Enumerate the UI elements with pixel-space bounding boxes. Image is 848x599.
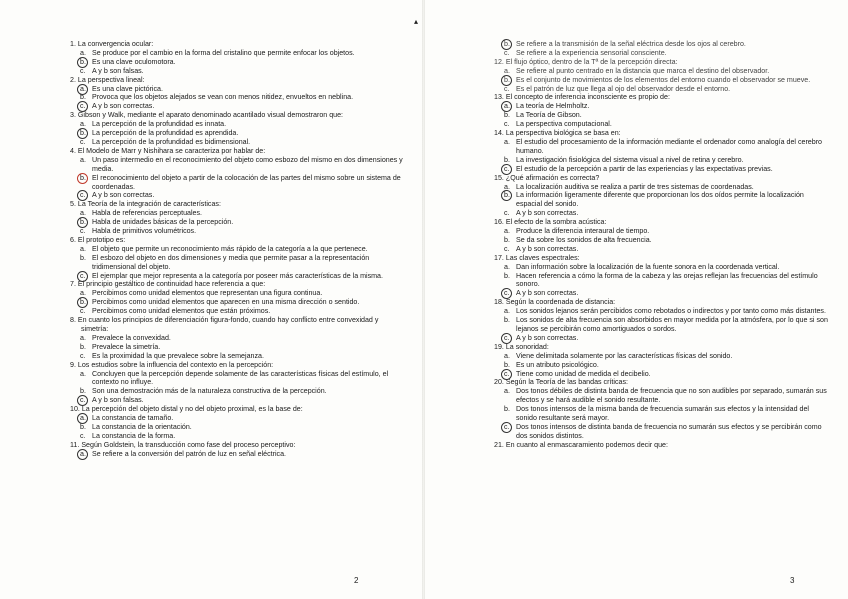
option-text: Hacen referencia a cómo la forma de la cabeza y las orejas reflejan las frecuencias del estímulo sonoro. bbox=[516, 271, 818, 289]
question-number: 19. bbox=[494, 342, 504, 351]
option-text: Es una clave oculomotora. bbox=[92, 57, 176, 66]
question-stem: El principio gestáltico de continuidad hace referencia a que: bbox=[77, 280, 266, 289]
option-letter: b. bbox=[504, 76, 514, 85]
option-letter: c. bbox=[80, 272, 90, 281]
question-item bbox=[70, 200, 406, 236]
option-letter: c. bbox=[80, 307, 86, 316]
question-stem: En cuanto los principios de diferenciación figura-fondo, cuando hay conflicto entre convexidad y simetría: bbox=[77, 316, 379, 333]
option-text: A y b son correctas. bbox=[92, 191, 155, 200]
answer-option bbox=[494, 334, 828, 343]
question-number: 9. bbox=[70, 360, 76, 369]
answer-option bbox=[494, 245, 828, 254]
answer-option bbox=[494, 289, 828, 298]
option-text: A y b son correctas. bbox=[516, 244, 579, 253]
option-letter: c. bbox=[80, 66, 86, 75]
answer-option bbox=[494, 272, 828, 290]
option-letter: b. bbox=[80, 253, 86, 262]
answer-option bbox=[494, 165, 828, 174]
question-number: 14. bbox=[494, 129, 504, 138]
option-text: La perspectiva computacional. bbox=[516, 120, 612, 129]
option-text: El objeto que permite un reconocimiento más rápido de la categoría a la que pertenece. bbox=[92, 244, 368, 253]
answer-option bbox=[494, 352, 828, 361]
question-text bbox=[70, 200, 406, 209]
option-text: La localización auditiva se realiza a partir de tres sistemas de coordenadas. bbox=[516, 182, 754, 191]
option-letter: a. bbox=[80, 120, 86, 129]
option-letter: b. bbox=[504, 316, 510, 325]
question-item bbox=[70, 40, 406, 76]
question-text bbox=[494, 58, 828, 67]
answer-option bbox=[70, 209, 406, 218]
option-letter: a. bbox=[80, 369, 86, 378]
option-letter: a. bbox=[504, 262, 510, 271]
question-stem: La perspectiva lineal: bbox=[77, 75, 145, 84]
answer-option bbox=[70, 343, 406, 352]
question-text bbox=[494, 343, 828, 352]
option-text: A y b son falsas. bbox=[92, 396, 144, 405]
option-text: Produce la diferencia interaural de tiempo. bbox=[516, 227, 650, 236]
question-text bbox=[494, 93, 828, 102]
option-letter: b. bbox=[504, 40, 514, 49]
option-letter: a. bbox=[504, 66, 510, 75]
option-letter: a. bbox=[80, 333, 86, 342]
option-letter: b. bbox=[504, 405, 510, 414]
option-text: Dan información sobre la localización de la fuente sonora en la coordenada vertical. bbox=[516, 262, 780, 271]
option-letter: c. bbox=[504, 120, 510, 129]
answer-option bbox=[494, 370, 828, 379]
right-page bbox=[424, 0, 848, 599]
option-text: Tiene como unidad de medida el decibelio. bbox=[516, 369, 651, 378]
option-text: Habla de primitivos volumétricos. bbox=[92, 227, 197, 236]
answer-option bbox=[494, 138, 828, 156]
question-number: 21. bbox=[494, 440, 504, 449]
option-text: La percepción de la profundidad es aprendida. bbox=[92, 129, 239, 138]
option-text: Viene delimitada solamente por las características físicas del sonido. bbox=[516, 351, 733, 360]
question-item bbox=[494, 93, 828, 129]
option-letter: c. bbox=[80, 431, 86, 440]
option-text: El ejemplar que mejor representa a la categoría por poseer más características de la misma. bbox=[92, 271, 383, 280]
option-text: Se refiere al punto centrado en la distancia que marca el destino del observador. bbox=[516, 66, 770, 75]
question-item bbox=[494, 129, 828, 174]
answer-option bbox=[494, 307, 828, 316]
option-letter: c. bbox=[80, 191, 90, 200]
option-letter: a. bbox=[80, 450, 90, 459]
option-letter: b. bbox=[80, 387, 86, 396]
answer-option bbox=[70, 307, 406, 316]
option-letter: a. bbox=[504, 307, 510, 316]
answer-option bbox=[70, 289, 406, 298]
option-text: La investigación fisiológica del sistema visual a nivel de retina y cerebro. bbox=[516, 155, 744, 164]
question-item bbox=[70, 441, 406, 459]
answer-option bbox=[494, 423, 828, 441]
answer-option bbox=[494, 120, 828, 129]
option-letter: c. bbox=[80, 351, 86, 360]
option-letter: c. bbox=[80, 227, 86, 236]
answer-option bbox=[70, 245, 406, 254]
question-number: 11. bbox=[70, 440, 80, 449]
option-text: La percepción de la profundidad es bidimensional. bbox=[92, 137, 251, 146]
answer-option bbox=[70, 370, 406, 388]
answer-option bbox=[494, 40, 828, 49]
question-stem: Según la Teoría de las bandas críticas: bbox=[505, 378, 628, 387]
answer-option bbox=[494, 263, 828, 272]
question-stem: Según la coordenada de distancia: bbox=[505, 298, 616, 307]
option-text: Se da sobre los sonidos de alta frecuencia. bbox=[516, 235, 652, 244]
option-text: A y b son correctas. bbox=[516, 333, 579, 342]
question-text bbox=[70, 40, 406, 49]
question-stem: El concepto de inferencia inconsciente es propio de: bbox=[505, 93, 670, 102]
option-text: Se refiere a la conversión del patrón de luz en señal eléctrica. bbox=[92, 449, 287, 458]
question-stem: Gibson y Walk, mediante el aparato denominado acantilado visual demostraron que: bbox=[77, 111, 344, 120]
option-letter: a. bbox=[504, 387, 510, 396]
option-text: Percibimos como unidad elementos que están próximos. bbox=[92, 307, 271, 316]
question-text bbox=[70, 316, 406, 334]
option-text: Se produce por el cambio en la forma del cristalino que permite enfocar los objetos. bbox=[92, 48, 355, 57]
answer-option bbox=[70, 93, 406, 102]
option-text: Dos tonos débiles de distinta banda de frecuencia que no son audibles por separado, sumarán sus efectos y se hará audible el sonido resultante. bbox=[516, 387, 827, 405]
question-stem: El Modelo de Marr y Nishihara se caracteriza por hablar de: bbox=[77, 146, 266, 155]
answer-option bbox=[70, 120, 406, 129]
answer-option bbox=[494, 156, 828, 165]
option-text: Son una demostración más de la naturaleza constructiva de la percepción. bbox=[92, 387, 327, 396]
question-item bbox=[70, 405, 406, 441]
option-letter: b. bbox=[80, 174, 90, 183]
answer-option bbox=[70, 227, 406, 236]
option-letter: a. bbox=[80, 289, 86, 298]
option-text: El esbozo del objeto en dos dimensiones y media que permite pasar a la representación tridimensional del objeto. bbox=[92, 253, 370, 271]
question-text bbox=[70, 405, 406, 414]
question-text bbox=[70, 441, 406, 450]
option-text: El estudio del procesamiento de la información mediante el ordenador como analogía del cerebro humano. bbox=[516, 137, 823, 155]
answer-option bbox=[70, 334, 406, 343]
answer-option bbox=[494, 183, 828, 192]
question-list bbox=[70, 40, 406, 459]
question-number: 13. bbox=[494, 93, 504, 102]
question-stem: La sonoridad: bbox=[505, 342, 549, 351]
question-stem: Los estudios sobre la influencia del contexto en la percepción: bbox=[77, 360, 274, 369]
option-text: Se refiere a la transmisión de la señal eléctrica desde los ojos al cerebro. bbox=[516, 40, 746, 48]
question-item bbox=[70, 361, 406, 406]
answer-option bbox=[70, 85, 406, 94]
question-text bbox=[494, 174, 828, 183]
option-text: La constancia de tamaño. bbox=[92, 414, 174, 423]
option-letter: c. bbox=[80, 137, 86, 146]
option-text: A y b son correctas. bbox=[516, 209, 579, 218]
question-text bbox=[70, 147, 406, 156]
answer-option bbox=[70, 129, 406, 138]
option-text: La información ligeramente diferente que proporcionan los dos oídos permite la localización espacial del sonido. bbox=[516, 191, 804, 209]
answer-option bbox=[70, 138, 406, 147]
option-letter: a. bbox=[80, 244, 86, 253]
option-letter: b. bbox=[80, 58, 90, 67]
answer-option bbox=[70, 432, 406, 441]
option-letter: a. bbox=[80, 209, 86, 218]
option-text: Se refiere a la experiencia sensorial consciente. bbox=[516, 48, 667, 57]
option-text: Es la proximidad la que prevalece sobre la semejanza. bbox=[92, 351, 264, 360]
question-text bbox=[494, 298, 828, 307]
question-stem: Según Goldstein, la transducción como fase del proceso perceptivo: bbox=[81, 440, 296, 449]
question-text bbox=[494, 129, 828, 138]
option-text: A y b son falsas. bbox=[92, 66, 144, 75]
question-number: 16. bbox=[494, 218, 504, 227]
question-number: 2. bbox=[70, 75, 76, 84]
option-letter: c. bbox=[504, 334, 514, 343]
option-letter: c. bbox=[504, 84, 510, 93]
answer-option bbox=[70, 58, 406, 67]
option-text: El reconocimiento del objeto a partir de la colocación de las partes del mismo sobre un sistema de coordenadas. bbox=[92, 173, 401, 191]
option-letter: b. bbox=[504, 271, 510, 280]
option-letter: a. bbox=[80, 48, 86, 57]
question-stem: El prototipo es: bbox=[77, 235, 126, 244]
answer-option bbox=[494, 49, 828, 58]
question-item bbox=[70, 236, 406, 281]
option-text: A y b son correctas. bbox=[92, 102, 155, 111]
option-letter: c. bbox=[504, 48, 510, 57]
answer-option bbox=[70, 191, 406, 200]
question-item bbox=[70, 111, 406, 147]
option-text: Habla de unidades básicas de la percepción. bbox=[92, 218, 234, 227]
answer-option bbox=[70, 254, 406, 272]
question-stem: El flujo óptico, dentro de la Tª de la percepción directa: bbox=[505, 57, 678, 66]
question-item bbox=[70, 280, 406, 316]
option-text: Los sonidos lejanos serán percibidos como rebotados o indirectos y por tanto como más distantes. bbox=[516, 307, 826, 316]
option-text: Un paso intermedio en el reconocimiento del objeto como esbozo del mismo en dos dimensiones y media. bbox=[92, 155, 403, 173]
question-number: 15. bbox=[494, 173, 504, 182]
option-letter: b. bbox=[504, 191, 514, 200]
option-text: Es una clave pictórica. bbox=[92, 84, 163, 93]
question-item bbox=[494, 441, 828, 450]
question-text bbox=[494, 254, 828, 263]
option-letter: b. bbox=[80, 298, 90, 307]
question-stem: La convergencia ocular: bbox=[77, 40, 154, 48]
option-letter: b. bbox=[80, 342, 86, 351]
question-number: 18. bbox=[494, 298, 504, 307]
answer-option bbox=[70, 352, 406, 361]
question-stem: En cuanto al enmascaramiento podemos decir que: bbox=[505, 440, 668, 449]
answer-option bbox=[70, 272, 406, 281]
question-number: 7. bbox=[70, 280, 76, 289]
option-text: Habla de referencias perceptuales. bbox=[92, 209, 203, 218]
question-item bbox=[494, 298, 828, 343]
question-text bbox=[70, 111, 406, 120]
option-text: A y b son correctas. bbox=[516, 289, 579, 298]
answer-option bbox=[70, 102, 406, 111]
option-text: La teoría de Helmholtz. bbox=[516, 102, 590, 111]
page-number: 2 bbox=[354, 576, 359, 585]
question-number: 4. bbox=[70, 146, 76, 155]
answer-option bbox=[494, 387, 828, 405]
answer-option bbox=[70, 174, 406, 192]
option-text: El estudio de la percepción a partir de las experiencias y las expectativas previas. bbox=[516, 164, 773, 173]
answer-option bbox=[70, 414, 406, 423]
option-text: Prevalece la simetría. bbox=[92, 342, 161, 351]
answer-option bbox=[70, 67, 406, 76]
option-text: Dos tonos intensos de distinta banda de frecuencia no sumarán sus efectos y se percibirán como dos sonidos distintos. bbox=[516, 422, 822, 440]
option-letter: a. bbox=[504, 137, 510, 146]
answer-option bbox=[494, 361, 828, 370]
question-item bbox=[494, 40, 828, 58]
option-text: La constancia de la orientación. bbox=[92, 422, 192, 431]
question-number: 6. bbox=[70, 235, 76, 244]
question-item bbox=[494, 218, 828, 254]
question-text bbox=[70, 361, 406, 370]
question-stem: La perspectiva biológica se basa en: bbox=[505, 129, 621, 138]
option-letter: b. bbox=[80, 93, 86, 102]
option-letter: c. bbox=[504, 289, 514, 298]
question-number: 8. bbox=[70, 316, 76, 325]
question-text bbox=[494, 218, 828, 227]
option-text: Percibimos como unidad elementos que aparecen en una misma dirección o sentido. bbox=[92, 298, 360, 307]
option-letter: c. bbox=[504, 370, 514, 379]
answer-option bbox=[494, 111, 828, 120]
question-number: 1. bbox=[70, 40, 76, 48]
answer-option bbox=[70, 387, 406, 396]
option-letter: c. bbox=[504, 423, 514, 432]
question-item bbox=[70, 76, 406, 112]
option-text: Dos tonos intensos de la misma banda de frecuencia sumarán sus efectos y la intensidad del sonido resultante será mayor. bbox=[516, 405, 809, 423]
question-text bbox=[70, 280, 406, 289]
option-letter: c. bbox=[504, 165, 514, 174]
answer-option bbox=[494, 209, 828, 218]
option-letter: a. bbox=[80, 85, 90, 94]
option-letter: a. bbox=[80, 414, 90, 423]
option-letter: a. bbox=[80, 155, 86, 164]
option-text: Es un atributo psicológico. bbox=[516, 360, 599, 369]
question-number: 5. bbox=[70, 200, 76, 209]
question-item bbox=[494, 58, 828, 94]
option-letter: b. bbox=[80, 422, 86, 431]
question-stem: ¿Qué afirmación es correcta? bbox=[505, 173, 600, 182]
question-item bbox=[494, 378, 828, 440]
option-letter: b. bbox=[504, 235, 510, 244]
option-text: La percepción de la profundidad es innata. bbox=[92, 120, 227, 129]
answer-option bbox=[70, 49, 406, 58]
option-letter: a. bbox=[504, 182, 510, 191]
question-text bbox=[494, 378, 828, 387]
answer-option bbox=[494, 227, 828, 236]
answer-option bbox=[70, 423, 406, 432]
option-letter: c. bbox=[80, 102, 90, 111]
option-letter: a. bbox=[504, 102, 514, 111]
question-text bbox=[70, 76, 406, 85]
answer-option bbox=[70, 298, 406, 307]
option-text: Los sonidos de alta frecuencia son absorbidos en mayor medida por la atmósfera, por lo que si son lejanos se percibirán como amortiguados o sordos. bbox=[516, 316, 828, 333]
question-item bbox=[70, 316, 406, 361]
option-text: Prevalece la convexidad. bbox=[92, 333, 171, 342]
question-number: 12. bbox=[494, 57, 504, 66]
option-letter: b. bbox=[80, 129, 90, 138]
option-letter: c. bbox=[504, 209, 510, 218]
answer-option bbox=[494, 85, 828, 94]
question-stem: El efecto de la sombra acústica: bbox=[505, 218, 607, 227]
answer-option bbox=[494, 316, 828, 334]
question-number: 17. bbox=[494, 253, 504, 262]
option-letter: a. bbox=[504, 227, 510, 236]
option-letter: b. bbox=[80, 218, 90, 227]
answer-option bbox=[494, 102, 828, 111]
question-stem: La Teoría de la integración de características: bbox=[77, 200, 221, 209]
page-number: 3 bbox=[790, 576, 795, 585]
answer-option bbox=[494, 405, 828, 423]
answer-option bbox=[494, 191, 828, 209]
answer-option bbox=[70, 450, 406, 459]
option-letter: c. bbox=[504, 244, 510, 253]
answer-option bbox=[494, 76, 828, 85]
answer-option bbox=[70, 396, 406, 405]
answer-option bbox=[494, 67, 828, 76]
answer-option bbox=[70, 156, 406, 174]
option-letter: b. bbox=[504, 155, 510, 164]
option-letter: b. bbox=[504, 111, 510, 120]
question-number: 10. bbox=[70, 405, 80, 414]
question-number: 20. bbox=[494, 378, 504, 387]
stray-mark: ▴ bbox=[414, 17, 419, 26]
option-text: Es el conjunto de movimientos de los elementos del entorno cuando el observador se mueve. bbox=[516, 75, 811, 84]
option-text: Es el patrón de luz que llega al ojo del observador desde el entorno. bbox=[516, 84, 731, 93]
question-text bbox=[494, 441, 828, 450]
option-text: La constancia de la forma. bbox=[92, 431, 176, 440]
option-letter: a. bbox=[504, 351, 510, 360]
question-item bbox=[494, 343, 828, 379]
option-letter: c. bbox=[80, 396, 90, 405]
question-item bbox=[494, 174, 828, 219]
question-number: 3. bbox=[70, 111, 76, 120]
question-item bbox=[494, 254, 828, 299]
option-letter: b. bbox=[504, 360, 510, 369]
option-text: Concluyen que la percepción depende solamente de las características físicas del estímulo, el contexto no influye. bbox=[92, 369, 389, 387]
answer-option bbox=[70, 218, 406, 227]
option-text: Percibimos como unidad elementos que representan una figura continua. bbox=[92, 289, 323, 298]
question-list bbox=[494, 40, 828, 450]
option-text: Provoca que los objetos alejados se vean con menos nitidez, envueltos en neblina. bbox=[92, 93, 354, 102]
option-text: La Teoría de Gibson. bbox=[516, 111, 582, 120]
question-text bbox=[70, 236, 406, 245]
answer-option bbox=[494, 236, 828, 245]
question-stem: Las claves espectrales: bbox=[505, 253, 580, 262]
question-item bbox=[70, 147, 406, 200]
question-stem: La percepción del objeto distal y no del objeto proximal, es la base de: bbox=[81, 405, 303, 414]
